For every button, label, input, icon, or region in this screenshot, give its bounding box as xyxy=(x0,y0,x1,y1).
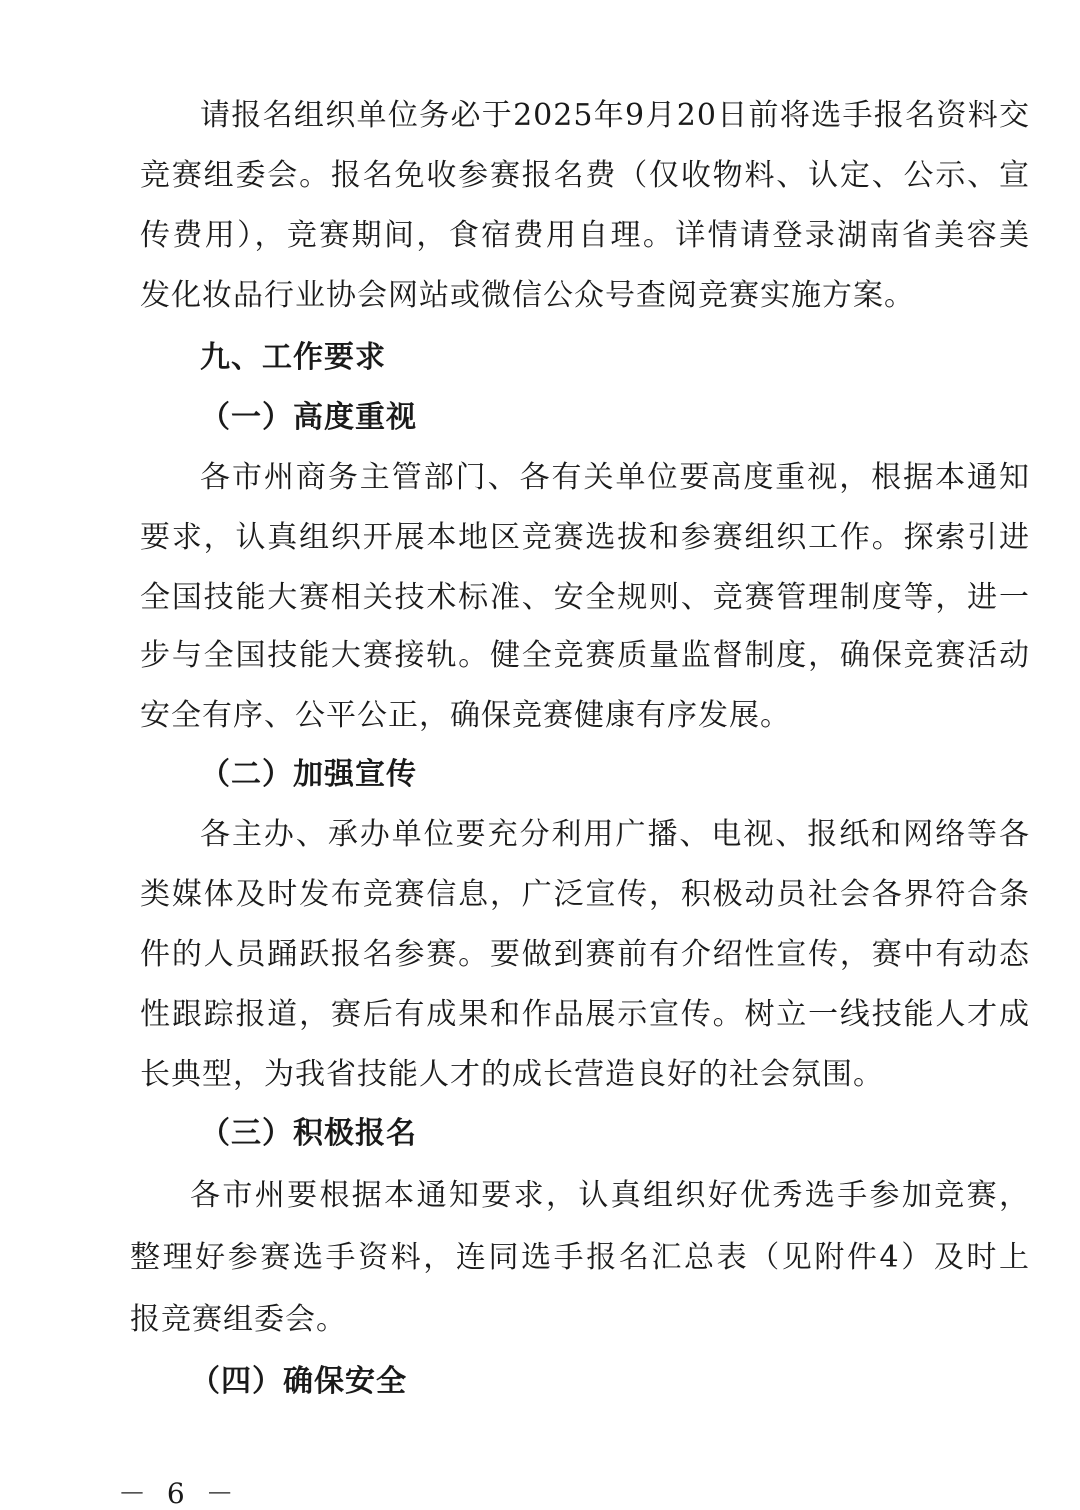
paragraph-line: 要求，认真组织开展本地区竞赛选拔和参赛组织工作。探索引进 xyxy=(140,520,1030,555)
paragraph-line: 报竞赛组委会。 xyxy=(130,1302,347,1337)
subsection-heading: （一）高度重视 xyxy=(200,400,417,435)
subsection-heading: （二）加强宣传 xyxy=(200,757,417,792)
paragraph-line: 类媒体及时发布竞赛信息，广泛宣传，积极动员社会各界符合条 xyxy=(140,877,1030,912)
paragraph-line: 性跟踪报道，赛后有成果和作品展示宣传。树立一线技能人才成 xyxy=(140,997,1030,1032)
section-heading: 九、工作要求 xyxy=(200,340,386,375)
paragraph-line: 传费用），竞赛期间，食宿费用自理。详情请登录湖南省美容美 xyxy=(140,218,1030,253)
paragraph-line: 步与全国技能大赛接轨。健全竞赛质量监督制度，确保竞赛活动 xyxy=(140,638,1030,673)
paragraph-line: 请报名组织单位务必于2025年9月20日前将选手报名资料交 xyxy=(200,98,1030,133)
paragraph-line: 竞赛组委会。报名免收参赛报名费（仅收物料、认定、公示、宣 xyxy=(140,158,1030,193)
subsection-heading: （三）积极报名 xyxy=(200,1116,417,1151)
paragraph-line: 各市州商务主管部门、各有关单位要高度重视，根据本通知 xyxy=(200,460,1030,495)
paragraph-line: 各主办、承办单位要充分利用广播、电视、报纸和网络等各 xyxy=(200,817,1030,852)
paragraph-line: 各市州要根据本通知要求，认真组织好优秀选手参加竞赛， xyxy=(190,1178,1030,1213)
paragraph-line: 件的人员踊跃报名参赛。要做到赛前有介绍性宣传，赛中有动态 xyxy=(140,937,1030,972)
paragraph-line: 全国技能大赛相关技术标准、安全规则、竞赛管理制度等，进一 xyxy=(140,580,1030,615)
paragraph-line: 安全有序、公平公正，确保竞赛健康有序发展。 xyxy=(140,698,791,733)
paragraph-line: 发化妆品行业协会网站或微信公众号查阅竞赛实施方案。 xyxy=(140,278,915,313)
paragraph-line: 长典型，为我省技能人才的成长营造良好的社会氛围。 xyxy=(140,1057,884,1092)
page-number: － 6 － xyxy=(118,1477,240,1510)
subsection-heading: （四）确保安全 xyxy=(190,1364,407,1399)
paragraph-line: 整理好参赛选手资料，连同选手报名汇总表（见附件4）及时上 xyxy=(130,1240,1030,1275)
